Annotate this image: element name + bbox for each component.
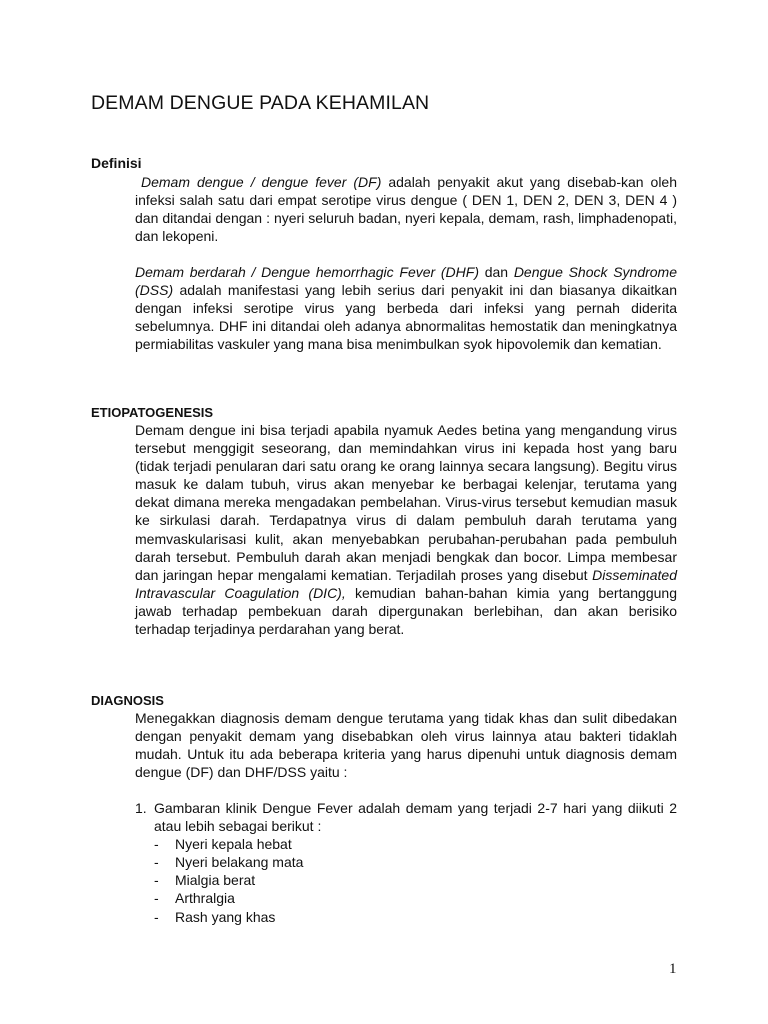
etiopatogenesis-heading: ETIOPATOGENESIS: [91, 405, 214, 420]
definisi-heading: Definisi: [91, 155, 142, 171]
etio-text-2: kemudian bahan-bahan kimia yang bertanggung jawab terhadap pembekuan darah dipergunakan berlebihan, dan akan berisiko terhadap terjadinya perdarahan yang berat.: [135, 584, 677, 638]
dash-bullet: -: [154, 872, 159, 889]
dash-bullet: -: [154, 836, 159, 853]
dash-bullet: -: [154, 908, 159, 925]
symptom-text: Nyeri belakang mata: [175, 854, 304, 871]
symptom-item: [154, 889, 677, 907]
symptom-text: Nyeri kepala hebat: [175, 836, 292, 853]
diagnosis-heading: DIAGNOSIS: [91, 693, 164, 708]
definisi-p2-text-2: adalah manifestasi yang lebih serius dari penyakit ini dan biasanya dikaitkan dengan infeksi serotipe virus yang berbeda dari infeksi yang pernah diderita sebelumnya. DHF ini ditandai oleh adanya abnormalitas hemostatik dan meningkatnya permiabilitas vaskuler yang mana bisa menimbulkan syok hipovolemik dan kematian.: [135, 282, 677, 353]
list-number: 1.: [135, 800, 147, 816]
symptom-text: Mialgia berat: [175, 872, 256, 889]
symptom-item: [154, 853, 677, 871]
definisi-p2-text-1: dan: [479, 264, 514, 280]
etio-text-1: Demam dengue ini bisa terjadi apabila nyamuk Aedes betina yang mengandung virus tersebut menggigit seseorang, dan memindahkan virus ini kepada host yang baru (tidak terjadi penularan dari satu orang ke orang lainnya secara langsung). Begitu virus masuk ke dalam tubuh, virus akan menyebar ke berbagai kelenjar, terutama yang dekat dimana mereka mengadakan pembelahan. Virus-virus tersebut kemudian masuk ke sirkulasi darah. Terdapatnya virus di dalam pembuluh darah terutama yang memvaskularisasi kulit, akan menyebabkan perubahan-perubahan pada pembuluh darah tersebut. Pembuluh darah akan menjadi bengkak dan bocor. Limpa membesar dan jaringan hepar mengalami kematian. Terjadilah proses yang disebut: [135, 422, 677, 583]
definisi-paragraph-1: [135, 173, 677, 245]
diagnosis-criteria-list: [135, 799, 677, 926]
list-item: [135, 799, 677, 835]
symptom-list: [154, 835, 677, 925]
document-title: DEMAM DENGUE PADA KEHAMILAN: [91, 92, 430, 114]
symptom-item: [154, 835, 677, 853]
symptom-text: Arthralgia: [175, 890, 235, 907]
page-number: 1: [669, 961, 677, 977]
symptom-text: Rash yang khas: [175, 908, 276, 925]
symptom-item: [154, 908, 677, 926]
definisi-paragraph-2: [135, 263, 677, 353]
dhf-term: Demam berdarah / Dengue hemorrhagic Fever (DHF): [135, 264, 479, 280]
df-term: Demam dengue / dengue fever (DF): [141, 174, 382, 190]
dss-term: Dengue Shock Syndrome (DSS): [135, 264, 678, 299]
dic-term: Disseminated Intravascular Coagulation (DIC),: [135, 566, 677, 601]
definisi-p1-text: adalah penyakit akut yang disebab-kan oleh infeksi salah satu dari empat serotipe virus dengue ( DEN 1, DEN 2, DEN 3, DEN 4 ) dan ditandai dengan : nyeri seluruh badan, nyeri kepala, demam, rash, limphadenopati, dan lekopeni.: [135, 174, 678, 245]
symptom-item: [154, 871, 677, 889]
dash-bullet: -: [154, 890, 159, 907]
list-item-text: Gambaran klinik Dengue Fever adalah demam yang terjadi 2-7 hari yang diikuti 2 atau lebih sebagai berikut :: [154, 800, 677, 835]
etiopatogenesis-paragraph: [135, 421, 677, 638]
diagnosis-paragraph: Menegakkan diagnosis demam dengue terutama yang tidak khas dan sulit dibedakan dengan penyakit demam yang disebabkan oleh virus lainnya atau bakteri tidaklah mudah. Untuk itu ada beberapa kriteria yang harus dipenuhi untuk diagnosis demam dengue (DF) dan DHF/DSS yaitu :: [135, 710, 677, 781]
dash-bullet: -: [154, 854, 159, 871]
